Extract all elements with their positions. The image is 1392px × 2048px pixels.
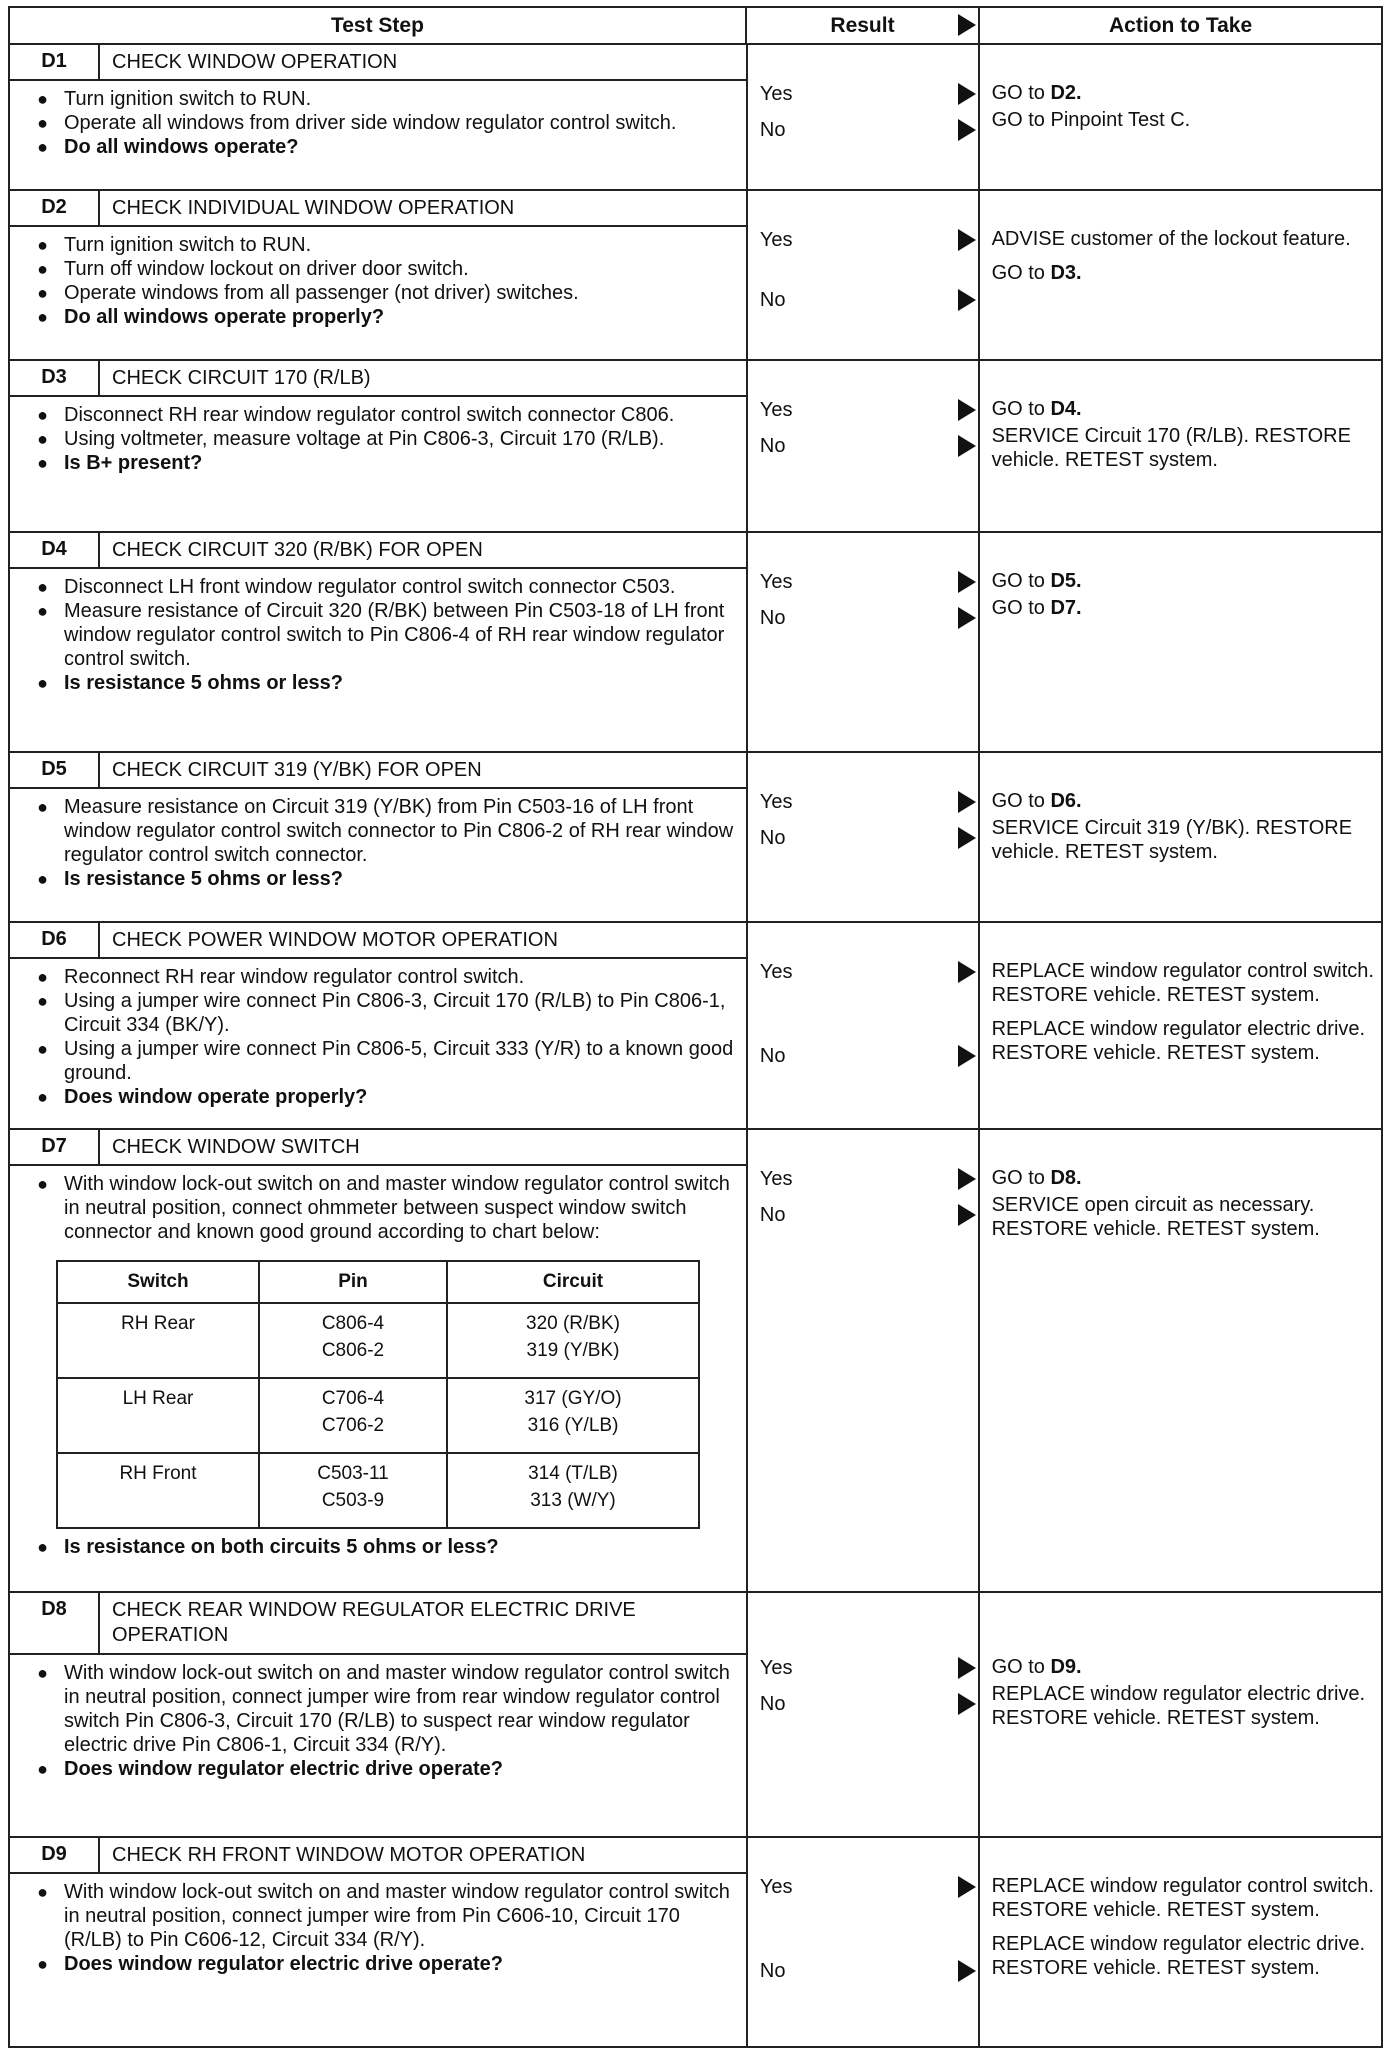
arrow-right-icon bbox=[958, 961, 976, 983]
step-id: D5 bbox=[10, 753, 100, 787]
step-id: D1 bbox=[10, 45, 100, 79]
test-step-cell bbox=[10, 1593, 748, 1836]
action-no-text: SERVICE open circuit as necessary. RESTORE vehicle. RETEST system. bbox=[991, 1194, 1320, 1240]
action-cell bbox=[980, 1593, 1381, 1836]
table-cell-switch: RH Rear bbox=[57, 1303, 259, 1378]
test-step-cell bbox=[10, 361, 748, 531]
action-yes-text: REPLACE window regulator control switch. RESTORE vehicle. RETEST system. bbox=[991, 960, 1374, 1006]
action-cell bbox=[980, 1838, 1381, 2046]
bullet-text: Measure resistance of Circuit 320 (R/BK) between Pin C503-18 of LH front window regulator control switch to Pin C806-4 of RH rear window regulator control switch. bbox=[64, 600, 725, 670]
step-title-row bbox=[10, 533, 746, 569]
bullet-item bbox=[10, 403, 734, 427]
action-yes-text: REPLACE window regulator control switch. RESTORE vehicle. RETEST system. bbox=[991, 1875, 1374, 1921]
result-no bbox=[748, 825, 978, 851]
bullet-text: Turn off window lockout on driver door switch. bbox=[64, 258, 469, 280]
action-yes-ref: D5. bbox=[1050, 570, 1082, 592]
bullet-text: Disconnect LH front window regulator control switch connector C503. bbox=[64, 576, 676, 598]
table-cell-circuits: 317 (GY/O) 316 (Y/LB) bbox=[447, 1378, 699, 1453]
step-row-d2 bbox=[8, 191, 1383, 361]
action-no bbox=[980, 816, 1381, 864]
action-no-text: SERVICE Circuit 170 (R/LB). RESTORE vehicle. RETEST system. bbox=[991, 425, 1351, 471]
question-item bbox=[10, 867, 734, 891]
question-item bbox=[10, 671, 734, 695]
bullet-text: Operate windows from all passenger (not driver) switches. bbox=[64, 282, 579, 304]
step-id: D6 bbox=[10, 923, 100, 957]
result-yes-label: Yes bbox=[759, 1167, 793, 1190]
bullet-icon: ● bbox=[37, 429, 48, 449]
arrow-right-icon bbox=[958, 435, 976, 457]
bullet-item bbox=[10, 111, 734, 135]
step-question: Is resistance on both circuits 5 ohms or less? bbox=[64, 1536, 499, 1558]
step-question: Do all windows operate properly? bbox=[64, 306, 385, 328]
action-yes-text: GO to bbox=[991, 82, 1051, 104]
bullet-item bbox=[10, 427, 734, 451]
table-row bbox=[57, 1453, 699, 1528]
action-yes-text: GO to bbox=[991, 1656, 1051, 1678]
arrow-right-icon bbox=[958, 1168, 976, 1190]
result-cell bbox=[748, 533, 980, 751]
question-item bbox=[10, 1757, 734, 1781]
action-no-ref: D3. bbox=[1050, 262, 1082, 284]
table-header bbox=[8, 6, 1383, 45]
bullet-text: Using voltmeter, measure voltage at Pin C806-3, Circuit 170 (R/LB). bbox=[64, 428, 665, 450]
bullet-icon: ● bbox=[37, 1663, 48, 1683]
bullet-text: Disconnect RH rear window regulator control switch connector C806. bbox=[64, 404, 675, 426]
arrow-right-icon bbox=[958, 119, 976, 141]
action-yes bbox=[980, 1166, 1381, 1190]
action-yes-ref: D8. bbox=[1050, 1167, 1082, 1189]
action-no-text: REPLACE window regulator electric drive. RESTORE vehicle. RETEST system. bbox=[991, 1933, 1366, 1979]
bullet-item bbox=[10, 599, 734, 671]
step-body bbox=[10, 789, 746, 895]
step-question: Is B+ present? bbox=[64, 452, 203, 474]
action-yes-text: GO to bbox=[991, 570, 1051, 592]
step-title-row bbox=[10, 191, 746, 227]
bullet-item bbox=[10, 257, 734, 281]
steps-container bbox=[8, 45, 1383, 2048]
result-no-label: No bbox=[759, 434, 786, 457]
result-yes-label: Yes bbox=[759, 960, 793, 983]
action-no-text: REPLACE window regulator electric drive. RESTORE vehicle. RETEST system. bbox=[991, 1018, 1366, 1064]
step-row-d3 bbox=[8, 361, 1383, 533]
step-row-d4 bbox=[8, 533, 1383, 753]
result-no-label: No bbox=[759, 606, 786, 629]
bullet-item bbox=[10, 1880, 734, 1952]
bullet-icon: ● bbox=[37, 601, 48, 621]
arrow-right-icon bbox=[958, 827, 976, 849]
step-question: Is resistance 5 ohms or less? bbox=[64, 868, 344, 890]
table-row bbox=[57, 1378, 699, 1453]
action-yes bbox=[980, 81, 1381, 105]
table-header-cell: Switch bbox=[57, 1261, 259, 1303]
result-yes-label: Yes bbox=[759, 228, 793, 251]
step-title: CHECK POWER WINDOW MOTOR OPERATION bbox=[112, 929, 558, 951]
bullet-item bbox=[10, 281, 734, 305]
question-item bbox=[10, 451, 734, 475]
bullet-item bbox=[10, 1172, 734, 1244]
action-yes-text: ADVISE customer of the lockout feature. bbox=[991, 228, 1351, 250]
action-cell bbox=[980, 923, 1381, 1128]
arrow-right-icon bbox=[958, 1960, 976, 1982]
action-cell bbox=[980, 45, 1381, 189]
step-body bbox=[10, 1166, 746, 1563]
step-title: CHECK CIRCUIT 320 (R/BK) FOR OPEN bbox=[112, 539, 483, 561]
result-yes bbox=[748, 1655, 978, 1681]
bullet-icon: ● bbox=[37, 1882, 48, 1902]
action-yes bbox=[980, 227, 1381, 251]
step-row-d1 bbox=[8, 45, 1383, 191]
bullet-item bbox=[10, 989, 734, 1037]
step-title-row bbox=[10, 45, 746, 81]
result-no bbox=[748, 605, 978, 631]
action-yes-ref: D2. bbox=[1050, 82, 1082, 104]
bullet-icon: ● bbox=[37, 967, 48, 987]
arrow-right-icon bbox=[958, 1693, 976, 1715]
bullet-item bbox=[10, 965, 734, 989]
question-item bbox=[10, 135, 734, 159]
arrow-right-icon bbox=[958, 791, 976, 813]
action-yes bbox=[980, 959, 1381, 1007]
action-no bbox=[980, 1932, 1381, 1980]
test-step-cell bbox=[10, 1130, 748, 1591]
step-title: CHECK INDIVIDUAL WINDOW OPERATION bbox=[112, 197, 515, 219]
question-item bbox=[10, 1085, 734, 1109]
table-cell-circuits: 314 (T/LB) 313 (W/Y) bbox=[447, 1453, 699, 1528]
action-cell bbox=[980, 753, 1381, 921]
action-yes-ref: D6. bbox=[1050, 790, 1082, 812]
result-cell bbox=[748, 1838, 980, 2046]
bullet-icon: ● bbox=[37, 259, 48, 279]
result-no bbox=[748, 433, 978, 459]
arrow-right-icon bbox=[958, 1045, 976, 1067]
bullet-item bbox=[10, 575, 734, 599]
step-id: D2 bbox=[10, 191, 100, 225]
action-cell bbox=[980, 1130, 1381, 1591]
action-yes bbox=[980, 789, 1381, 813]
step-title: CHECK WINDOW OPERATION bbox=[112, 51, 398, 73]
step-id: D4 bbox=[10, 533, 100, 567]
result-no bbox=[748, 1202, 978, 1228]
step-title: CHECK CIRCUIT 170 (R/LB) bbox=[112, 367, 371, 389]
step-title: CHECK REAR WINDOW REGULATOR ELECTRIC DRIVE OPERATION bbox=[112, 1599, 636, 1646]
result-cell bbox=[748, 1593, 980, 1836]
bullet-item bbox=[10, 1037, 734, 1085]
action-yes bbox=[980, 569, 1381, 593]
action-no bbox=[980, 1193, 1381, 1241]
result-yes bbox=[748, 789, 978, 815]
step-title-row bbox=[10, 923, 746, 959]
table-cell-switch: RH Front bbox=[57, 1453, 259, 1528]
result-no-label: No bbox=[759, 1959, 786, 1982]
arrow-right-icon bbox=[958, 83, 976, 105]
header-result: Result bbox=[747, 8, 980, 43]
step-question: Does window regulator electric drive operate? bbox=[64, 1953, 504, 1975]
bullet-icon: ● bbox=[37, 991, 48, 1011]
header-test-step: Test Step bbox=[10, 8, 747, 43]
action-no-ref: D7. bbox=[1050, 597, 1082, 619]
result-no-label: No bbox=[759, 826, 786, 849]
bullet-item bbox=[10, 87, 734, 111]
step-body bbox=[10, 397, 746, 479]
question-item bbox=[10, 1535, 734, 1559]
bullet-text: Turn ignition switch to RUN. bbox=[64, 234, 312, 256]
step-body bbox=[10, 1874, 746, 1980]
result-no bbox=[748, 1958, 978, 1984]
switch-pin-table bbox=[56, 1260, 700, 1529]
table-cell-switch: LH Rear bbox=[57, 1378, 259, 1453]
bullet-icon: ● bbox=[37, 89, 48, 109]
bullet-icon: ● bbox=[37, 577, 48, 597]
step-row-d7 bbox=[8, 1130, 1383, 1593]
bullet-icon: ● bbox=[37, 1954, 48, 1974]
step-id: D3 bbox=[10, 361, 100, 395]
result-cell bbox=[748, 753, 980, 921]
result-no bbox=[748, 1691, 978, 1717]
arrow-right-icon bbox=[958, 1876, 976, 1898]
step-body bbox=[10, 227, 746, 333]
bullet-text: Measure resistance on Circuit 319 (Y/BK) from Pin C503-16 of LH front window regulator control switch connector to Pin C806-2 of RH rear window regulator control switch connector. bbox=[64, 796, 734, 866]
step-title-row bbox=[10, 1130, 746, 1166]
test-step-cell bbox=[10, 191, 748, 359]
step-body bbox=[10, 81, 746, 163]
result-no-label: No bbox=[759, 1044, 786, 1067]
bullet-icon: ● bbox=[37, 113, 48, 133]
step-id: D7 bbox=[10, 1130, 100, 1164]
action-no-text: GO to bbox=[991, 597, 1051, 619]
step-row-d6 bbox=[8, 923, 1383, 1130]
step-title: CHECK RH FRONT WINDOW MOTOR OPERATION bbox=[112, 1844, 586, 1866]
bullet-text: With window lock-out switch on and master window regulator control switch in neutral position, connect ohmmeter between suspect window switch connector and known good ground according to chart below: bbox=[64, 1173, 730, 1243]
result-yes bbox=[748, 1166, 978, 1192]
step-question: Do all windows operate? bbox=[64, 136, 299, 158]
table-cell-pins: C503-11 C503-9 bbox=[259, 1453, 447, 1528]
result-cell bbox=[748, 191, 980, 359]
bullet-text: Using a jumper wire connect Pin C806-5, Circuit 333 (Y/R) to a known good ground. bbox=[64, 1038, 734, 1084]
test-step-cell bbox=[10, 1838, 748, 2046]
table-cell-pins: C706-4 C706-2 bbox=[259, 1378, 447, 1453]
step-row-d8 bbox=[8, 1593, 1383, 1838]
step-question: Is resistance 5 ohms or less? bbox=[64, 672, 344, 694]
action-no bbox=[980, 1682, 1381, 1730]
step-row-d5 bbox=[8, 753, 1383, 923]
action-yes-ref: D4. bbox=[1050, 398, 1082, 420]
header-action: Action to Take bbox=[1109, 13, 1253, 37]
step-title-row bbox=[10, 1838, 746, 1874]
step-body bbox=[10, 569, 746, 699]
result-no-label: No bbox=[759, 1692, 786, 1715]
bullet-text: Using a jumper wire connect Pin C806-3, Circuit 170 (R/LB) to Pin C806-1, Circuit 334 (BK/Y). bbox=[64, 990, 726, 1036]
result-no bbox=[748, 117, 978, 143]
table-row bbox=[57, 1303, 699, 1378]
bullet-text: Reconnect RH rear window regulator control switch. bbox=[64, 966, 525, 988]
action-no bbox=[980, 108, 1381, 132]
action-no-text: REPLACE window regulator electric drive. RESTORE vehicle. RETEST system. bbox=[991, 1683, 1366, 1729]
test-step-cell bbox=[10, 45, 748, 189]
step-body bbox=[10, 959, 746, 1113]
bullet-icon: ● bbox=[37, 797, 48, 817]
bullet-icon: ● bbox=[37, 673, 48, 693]
bullet-item bbox=[10, 795, 734, 867]
bullet-icon: ● bbox=[37, 1039, 48, 1059]
bullet-icon: ● bbox=[37, 1759, 48, 1779]
bullet-text: Operate all windows from driver side window regulator control switch. bbox=[64, 112, 677, 134]
action-yes bbox=[980, 1655, 1381, 1679]
bullet-icon: ● bbox=[37, 1174, 48, 1194]
arrow-right-icon bbox=[958, 229, 976, 251]
result-no-label: No bbox=[759, 288, 786, 311]
arrow-right-icon bbox=[958, 399, 976, 421]
action-cell bbox=[980, 361, 1381, 531]
result-yes bbox=[748, 569, 978, 595]
result-yes bbox=[748, 1874, 978, 1900]
step-title-row bbox=[10, 1593, 746, 1655]
bullet-text: Turn ignition switch to RUN. bbox=[64, 88, 312, 110]
result-yes-label: Yes bbox=[759, 790, 793, 813]
test-step-cell bbox=[10, 753, 748, 921]
step-question: Does window regulator electric drive operate? bbox=[64, 1758, 504, 1780]
table-header-cell: Pin bbox=[259, 1261, 447, 1303]
result-cell bbox=[748, 361, 980, 531]
result-yes-label: Yes bbox=[759, 1656, 793, 1679]
bullet-icon: ● bbox=[37, 453, 48, 473]
step-title-row bbox=[10, 361, 746, 397]
result-yes bbox=[748, 959, 978, 985]
action-no bbox=[980, 261, 1381, 285]
bullet-icon: ● bbox=[37, 405, 48, 425]
result-yes bbox=[748, 227, 978, 253]
action-yes-text: GO to bbox=[991, 790, 1051, 812]
result-yes bbox=[748, 397, 978, 423]
bullet-text: With window lock-out switch on and master window regulator control switch in neutral position, connect jumper wire from Pin C606-10, Circuit 170 (R/LB) to Pin C606-12, Circuit 334 (R/Y). bbox=[64, 1881, 730, 1951]
bullet-text: With window lock-out switch on and master window regulator control switch in neutral position, connect jumper wire from rear window regulator control switch Pin C806-3, Circuit 170 (R/LB) to suspect rear window regulator electric drive Pin C806-1, Circuit 334 (R/Y). bbox=[64, 1662, 730, 1756]
result-no-label: No bbox=[759, 118, 786, 141]
test-step-cell bbox=[10, 923, 748, 1128]
action-cell bbox=[980, 191, 1381, 359]
action-yes-ref: D9. bbox=[1050, 1656, 1082, 1678]
bullet-item bbox=[10, 233, 734, 257]
step-question: Does window operate properly? bbox=[64, 1086, 368, 1108]
bullet-icon: ● bbox=[37, 1087, 48, 1107]
question-item bbox=[10, 305, 734, 329]
action-no bbox=[980, 596, 1381, 620]
result-cell bbox=[748, 45, 980, 189]
arrow-right-icon bbox=[958, 14, 976, 36]
arrow-right-icon bbox=[958, 607, 976, 629]
result-yes-label: Yes bbox=[759, 570, 793, 593]
result-no bbox=[748, 287, 978, 313]
action-yes-text: GO to bbox=[991, 398, 1051, 420]
bullet-icon: ● bbox=[37, 1537, 48, 1557]
arrow-right-icon bbox=[958, 1657, 976, 1679]
step-title: CHECK CIRCUIT 319 (Y/BK) FOR OPEN bbox=[112, 759, 482, 781]
table-cell-circuits: 320 (R/BK) 319 (Y/BK) bbox=[447, 1303, 699, 1378]
step-title-row bbox=[10, 753, 746, 789]
action-no-text: GO to Pinpoint Test C. bbox=[991, 109, 1191, 131]
arrow-right-icon bbox=[958, 289, 976, 311]
bullet-icon: ● bbox=[37, 137, 48, 157]
test-step-cell bbox=[10, 533, 748, 751]
action-no bbox=[980, 1017, 1381, 1065]
result-no bbox=[748, 1043, 978, 1069]
action-cell bbox=[980, 533, 1381, 751]
arrow-right-icon bbox=[958, 571, 976, 593]
bullet-item bbox=[10, 1661, 734, 1757]
diagnostic-table bbox=[8, 6, 1383, 2048]
action-yes bbox=[980, 397, 1381, 421]
step-id: D9 bbox=[10, 1838, 100, 1872]
action-no bbox=[980, 424, 1381, 472]
result-cell bbox=[748, 1130, 980, 1591]
action-yes-text: GO to bbox=[991, 1167, 1051, 1189]
question-item bbox=[10, 1952, 734, 1976]
result-cell bbox=[748, 923, 980, 1128]
result-yes bbox=[748, 81, 978, 107]
bullet-icon: ● bbox=[37, 283, 48, 303]
bullet-icon: ● bbox=[37, 869, 48, 889]
bullet-icon: ● bbox=[37, 235, 48, 255]
bullet-icon: ● bbox=[37, 307, 48, 327]
result-no-label: No bbox=[759, 1203, 786, 1226]
action-no-text: GO to bbox=[991, 262, 1051, 284]
arrow-right-icon bbox=[958, 1204, 976, 1226]
step-title: CHECK WINDOW SWITCH bbox=[112, 1136, 360, 1158]
step-body bbox=[10, 1655, 746, 1785]
step-id: D8 bbox=[10, 1593, 100, 1653]
table-cell-pins: C806-4 C806-2 bbox=[259, 1303, 447, 1378]
table-header-cell: Circuit bbox=[447, 1261, 699, 1303]
step-row-d9 bbox=[8, 1838, 1383, 2048]
action-no-text: SERVICE Circuit 319 (Y/BK). RESTORE vehicle. RETEST system. bbox=[991, 817, 1353, 863]
result-yes-label: Yes bbox=[759, 82, 793, 105]
action-yes bbox=[980, 1874, 1381, 1922]
result-yes-label: Yes bbox=[759, 398, 793, 421]
result-yes-label: Yes bbox=[759, 1875, 793, 1898]
